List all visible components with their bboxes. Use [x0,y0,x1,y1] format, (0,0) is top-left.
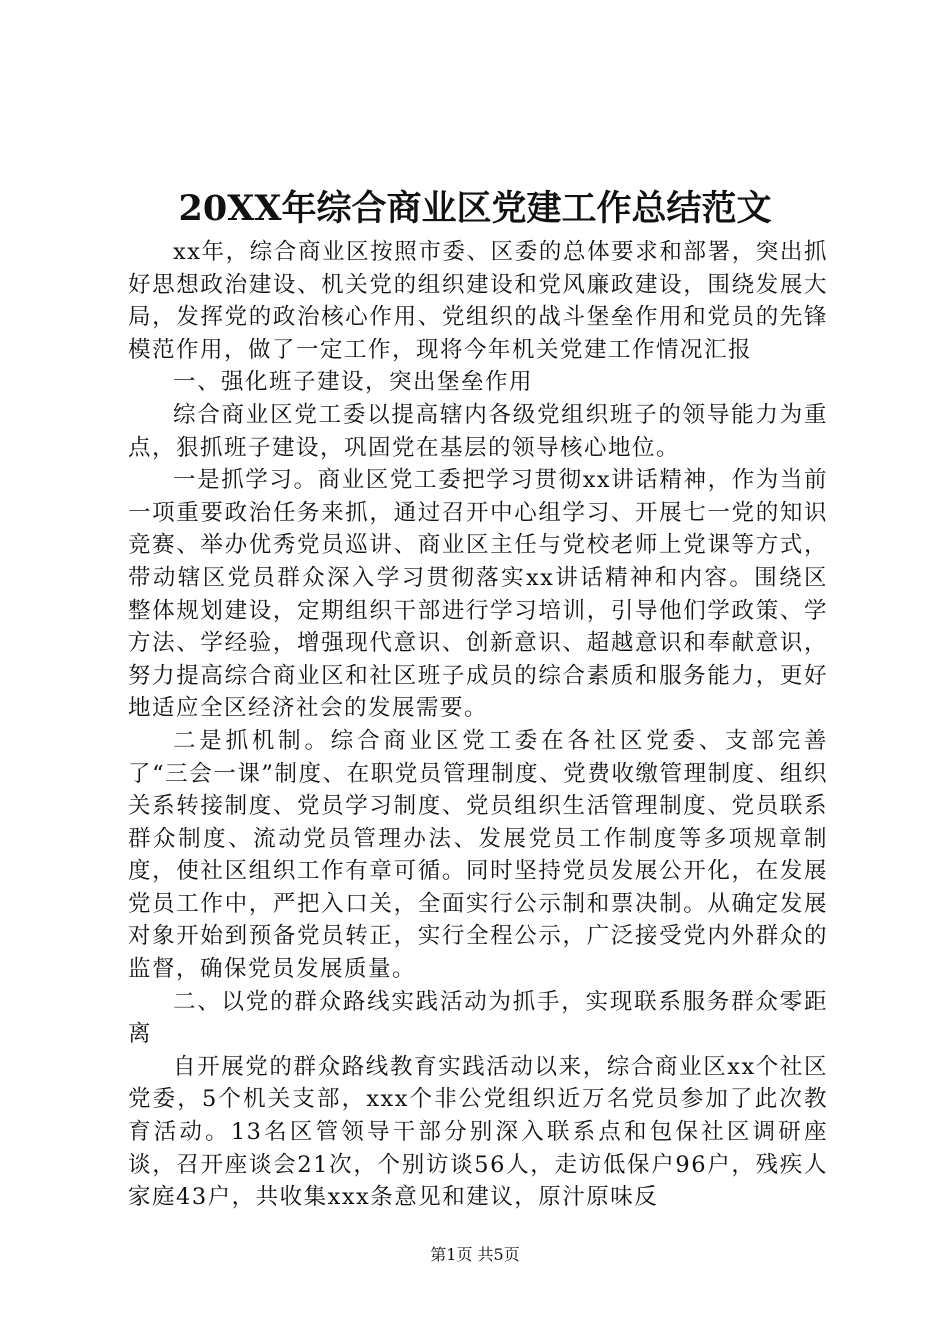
paragraph-section-2: 自开展党的群众路线教育实践活动以来，综合商业区xx个社区党委，5个机关支部，xxx个非公党组织近万名党员参加了此次教育活动。13名区管领导干部分别深入联系点和包保社区调研座谈，召开座谈会21次，个别访谈56人，走访低保户96户，残疾人家庭43户，共收集xxx条意见和建议，原汁原味反 [128,1053,828,1211]
paragraph-section-1-intro: 综合商业区党工委以提高辖内各级党组织班子的领导能力为重点，狠抓班子建设，巩固党在基层的领导核心地位。 [128,401,828,461]
paragraph-intro: xx年，综合商业区按照市委、区委的总体要求和部署，突出抓好思想政治建设、机关党的组织建设和党风廉政建设，围绕发展大局，发挥党的政治核心作用、党组织的战斗堡垒作用和党员的先锋模范作用，做了一定工作，现将今年机关党建工作情况汇报 [128,239,828,363]
section-heading-2: 二、以党的群众路线实践活动为抓手，实现联系服务群众零距离 [128,988,828,1048]
section-heading-1: 一、强化班子建设，突出堡垒作用 [173,369,534,396]
document-title: 20XX年综合商业区党建工作总结范文 [178,188,772,229]
document-body [128,236,828,1214]
paragraph-study: 一是抓学习。商业区党工委把学习贯彻xx讲话精神，作为当前一项重要政治任务来抓，通过召开中心组学习、开展七一党的知识竞赛、举办优秀党员巡讲、商业区主任与党校老师上党课等方式，带动辖区党员群众深入学习贯彻落实xx讲话精神和内容。围绕区整体规划建设，定期组织干部进行学习培训，引导他们学政策、学方法、学经验，增强现代意识、创新意识、超越意识和奉献意识，努力提高综合商业区和社区班子成员的综合素质和服务能力，更好地适应全区经济社会的发展需要。 [128,467,828,722]
paragraph-mechanism: 二是抓机制。综合商业区党工委在各社区党委、支部完善了“三会一课”制度、在职党员管理制度、党费收缴管理制度、组织关系转接制度、党员学习制度、党员组织生活管理制度、党员联系群众制度、流动党员管理办法、发展党员工作制度等多项规章制度，使社区组织工作有章可循。同时坚持党员发展公开化，在发展党员工作中，严把入口关，全面实行公示制和票决制。从确定发展对象开始到预备党员转正，实行全程公示，广泛接受党内外群众的监督，确保党员发展质量。 [128,727,828,983]
page-footer: 第1页 共5页 [430,1245,520,1264]
